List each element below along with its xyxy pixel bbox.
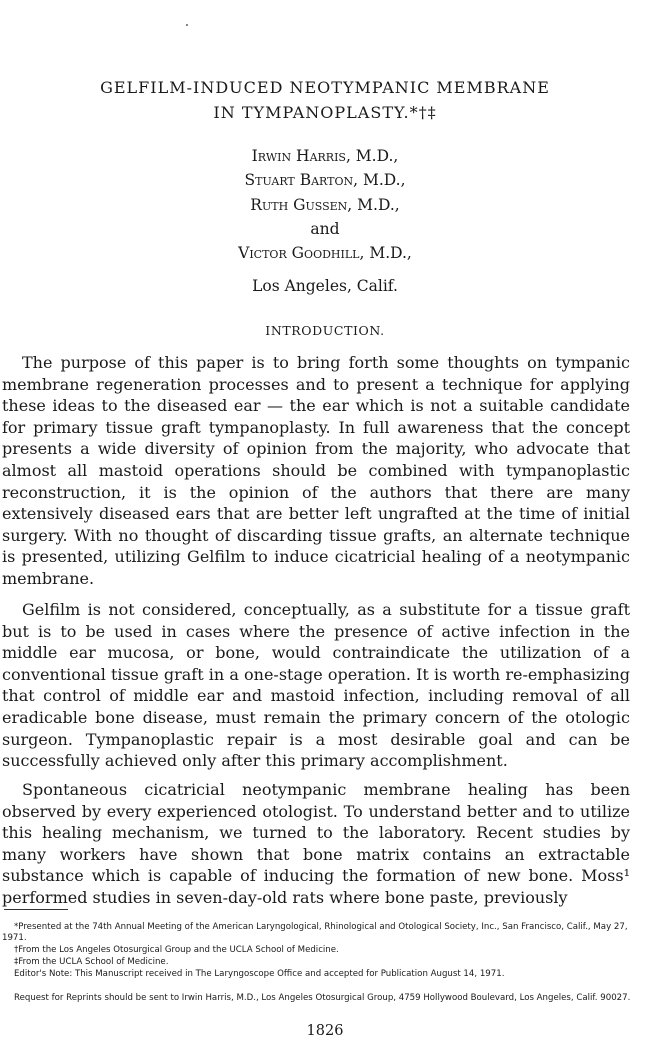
author-degree: , M.D., <box>359 244 412 262</box>
footnote-affiliation-2: ‡From the UCLA School of Medicine. <box>14 957 169 967</box>
author-first-name: Stuart <box>244 171 295 189</box>
body-paragraph: The purpose of this paper is to bring forth some thoughts on tympanic membrane regeneration processes and to present a technique for applying these ideas to the diseased ear — the ear which is not a suitable candidate for primary tissue graft tympanoplasty. In full awareness that the concept presents a wide diversity of opinion from the majority, who advocate that almost all mastoid operations should be combined with tympanoplastic reconstruction, it is the opinion of the authors that there are many extensively diseased ears that are better left ungrafted at the time of initial surgery. With no thought of discarding tissue grafts, an alternate technique is presented, utilizing Gelfilm to induce cicatricial healing of a neotympanic membrane. <box>2 353 630 588</box>
author-first-name: Victor <box>238 244 287 262</box>
author-line <box>0 145 650 167</box>
author-degree: , M.D., <box>347 196 400 214</box>
body-paragraph: Gelfilm is not considered, conceptually, as a substitute for a tissue graft but is to be used in cases where the presence of active infection in the middle ear mucosa, or bone, would contraindicate the utilization of a conventional tissue graft in a one-stage operation. It is worth re-emphasizing that control of middle ear and mastoid infection, including removal of all eradicable bone disease, must remain the primary concern of the otologic surgeon. Tympanoplastic repair is a most desirable goal and can be successfully achieved only after this primary accomplishment. <box>2 600 630 771</box>
footnote-affiliation-1: †From the Los Angeles Otosurgical Group and the UCLA School of Medicine. <box>14 945 339 955</box>
author-line <box>0 169 650 191</box>
author-first-name: Ruth <box>250 196 289 214</box>
author-degree: , M.D., <box>353 171 406 189</box>
author-line <box>0 242 650 264</box>
author-conjunction: and <box>310 220 340 238</box>
footnote-presented: *Presented at the 74th Annual Meeting of the American Laryngological, Rhinological and Otological Society, Inc., San Francisco, Calif., May 27, 1971. <box>2 922 628 943</box>
author-location: Los Angeles, Calif. <box>252 277 398 295</box>
author-last-name: Gussen <box>293 196 348 214</box>
footnote-reprints: Request for Reprints should be sent to Irwin Harris, M.D., Los Angeles Otosurgical Group, 4759 Hollywood Boulevard, Los Angeles, Calif. 90027. <box>14 993 631 1003</box>
body-paragraph: Spontaneous cicatricial neotympanic membrane healing has been observed by every experienced otologist. To understand better and to utilize this healing mechanism, we turned to the laboratory. Recent studies by many workers have shown that bone matrix contains an extractable substance which is capable of inducing the formation of new bone. Moss¹ performed studies in seven-day-old rats where bone paste, previously <box>2 780 630 907</box>
author-last-name: Harris <box>296 147 346 165</box>
author-line <box>0 194 650 216</box>
footnote-editors-note: Editor's Note: This Manuscript received in The Laryngoscope Office and accepted for Publication August 14, 1971. <box>14 969 505 979</box>
author-last-name: Barton <box>299 171 354 189</box>
scan-speck <box>186 24 188 26</box>
footnote-divider <box>4 909 68 910</box>
article-title-line-1: GELFILM-INDUCED NEOTYMPANIC MEMBRANE <box>100 78 550 97</box>
page-number: 1826 <box>306 1023 344 1039</box>
author-last-name: Goodhill <box>291 244 360 262</box>
section-heading: INTRODUCTION. <box>265 323 385 338</box>
article-title-line-2: IN TYMPANOPLASTY.*†‡ <box>213 103 437 122</box>
author-first-name: Irwin <box>251 147 292 165</box>
author-degree: , M.D., <box>345 147 399 165</box>
